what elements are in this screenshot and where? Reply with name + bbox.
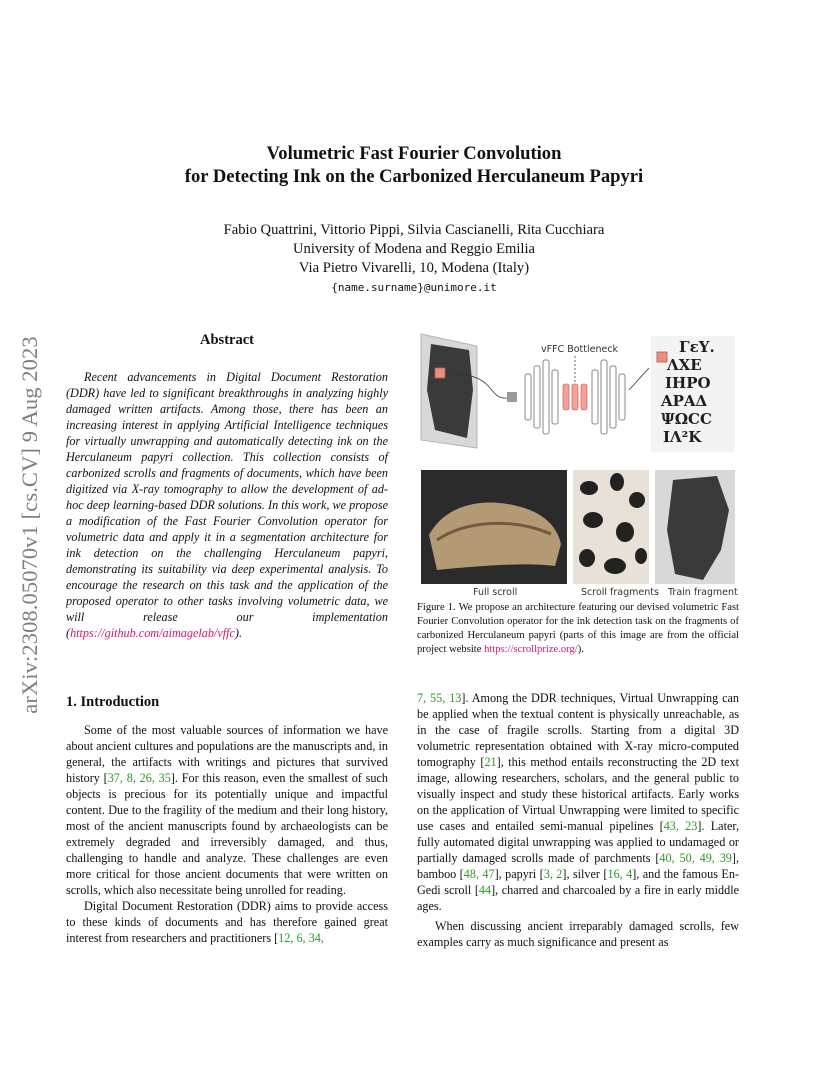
citation[interactable]: 12, 6, 34, — [278, 931, 324, 945]
svg-text:ΓεΥ.: ΓεΥ. — [679, 338, 715, 356]
intro-text: Digital Document Restoration (DDR) aims to provide access to these kinds of documents and has therefore gained great interest from researchers and practitioners [ — [66, 899, 388, 945]
arrow-2 — [629, 368, 649, 390]
dec-layer-4 — [619, 374, 625, 420]
citation[interactable]: 21 — [484, 755, 497, 769]
citation[interactable]: 48, 47 — [463, 867, 495, 881]
title-line-2: for Detecting Ink on the Carbonized Herculaneum Papyri — [184, 166, 644, 187]
dec-layer-1 — [592, 370, 598, 424]
intro-paragraph-1 — [66, 722, 388, 898]
intro-text: ], charred and charcoaled by a fire in early middle ages. — [417, 883, 739, 913]
author-email: {name.surname}@unimore.it — [331, 281, 497, 294]
enc-layer-1 — [525, 374, 531, 420]
author-block — [0, 221, 828, 278]
vffc-block-1 — [563, 384, 569, 410]
label-full-scroll: Full scroll — [473, 587, 518, 598]
svg-text:ΙΛ²Κ: ΙΛ²Κ — [663, 428, 702, 446]
citation[interactable]: 40, 50, 49, 39 — [659, 851, 732, 865]
paper-title — [0, 142, 828, 188]
intro-text: ], bamboo [ — [417, 851, 740, 881]
enc-layer-3 — [543, 360, 549, 434]
label-train-fragment: Train fragment — [668, 587, 738, 598]
abstract-heading: Abstract — [200, 332, 254, 348]
citation[interactable]: 43, 23 — [663, 819, 698, 833]
author-names: Fabio Quattrini, Vittorio Pippi, Silvia Cascianelli, Rita Cucchiara — [223, 222, 605, 238]
abstract-body: Recent advancements in Digital Document Restoration (DDR) have led to significant breakthroughs in analyzing highly damaged written artifacts. Among those, there has been an increasing interest in applying Artificial Intelligence techniques for virtually unwrapping and automatically detecting ink on the Herculaneum papyri collection. This collection consists of carbonized scrolls and fragments of documents, which have been digitized via X-ray tomography to allow the development of ad-hoc deep learning-based DDR solutions. In this work, we propose a modification of the Fast Fourier Convolution operator for volumetric data and apply it in a segmentation architecture for ink detection on the challenging Herculaneum papyri, demonstrating its suitability via deep experimental analysis. To encourage the research on this task and the application of the proposed operator to other tasks involving volumetric data, we will release our implementation ( — [66, 370, 388, 640]
intro-paragraph-2 — [66, 898, 388, 946]
intro-text: ]. Among the DDR techniques, Virtual Unwrapping can be applied when the textual content is physically unreachable, as in the case of fragile scrolls. Starting from a digital 3D volumetric representation obtained with X-ray micro-computed tomography [ — [417, 691, 740, 769]
vffc-block-3 — [581, 384, 587, 410]
scrollprize-link[interactable]: https://scrollprize.org/ — [484, 644, 578, 655]
intro-paragraph-3: When discussing ancient irreparably damaged scrolls, few examples carry as much significance and present as — [417, 919, 739, 949]
output-marker — [657, 352, 667, 362]
bottleneck-label: vFFC Bottleneck — [541, 344, 619, 355]
svg-text:ΑΡΑΔ: ΑΡΑΔ — [661, 392, 708, 410]
input-cube — [507, 392, 517, 402]
citation[interactable]: 37, 8, 26, 35 — [107, 771, 171, 785]
title-line-1: Volumetric Fast Fourier Convolution — [266, 143, 562, 164]
caption-end: ). — [577, 644, 584, 655]
abstract-text — [66, 369, 388, 641]
crop-marker — [435, 368, 445, 378]
intro-text: Some of the most valuable sources of information we have about ancient cultures and populations are the manuscripts and, in general, the artifacts with writings and pictures that survived history [ — [66, 723, 388, 785]
caption-body: Figure 1. We propose an architecture featuring our devised volumetric Fast Fourier Convolution operator for the ink detection task on the fragments of carbonized Herculaneum papyri (parts of this image are from the official project website — [417, 602, 739, 655]
enc-layer-4 — [552, 370, 558, 424]
arxiv-stamp — [6, 285, 54, 765]
citation[interactable]: 3, 2 — [543, 867, 563, 881]
intro-paragraph-2-cont — [417, 690, 739, 914]
address: Via Pietro Vivarelli, 10, Modena (Italy) — [298, 260, 530, 276]
affiliation: University of Modena and Reggio Emilia — [293, 241, 535, 257]
arxiv-id: arXiv:2308.05070v1 [cs.CV] 9 Aug 2023 — [17, 336, 42, 714]
intro-left-column — [66, 722, 388, 946]
figure-1 — [417, 330, 739, 600]
dec-layer-3 — [610, 366, 616, 428]
code-link[interactable]: https://github.com/aimagelab/vffc — [70, 626, 235, 640]
vffc-block-2 — [572, 384, 578, 410]
intro-text: ], and the famous En-Gedi scroll [ — [417, 867, 739, 897]
figure-1-caption — [417, 601, 739, 657]
intro-text: ]. For this reason, even the smallest of such objects is precious for its potentially unique and impactful content. Due to the fragility of the medium and their long history, most of the ancient manuscripts found by archaeologists can be extremely degraded and irreversibly damaged, and thus, challenging to handle and analyze. These challenges are even more critical for those ancient documents that were written on scrolls, which also necessitate being unrolled for reading. — [66, 771, 388, 897]
svg-text:ΙΗΡΟ: ΙΗΡΟ — [665, 374, 711, 392]
figure-1-graphic — [417, 330, 739, 600]
citation[interactable]: 16, 4 — [607, 867, 633, 881]
abstract-end: ). — [234, 626, 243, 640]
intro-text: ]. Later, fully automated digital unwrapping was applied to undamaged or partially damaged scrolls made of parchments [ — [417, 819, 740, 865]
citation[interactable]: 7, 55, 13 — [417, 691, 462, 705]
intro-text: ], silver [ — [562, 867, 608, 881]
citation[interactable]: 44 — [478, 883, 492, 897]
intro-text: ], this method entails reconstructing the 2D text image, allowing researchers, scholars, and the general public to visually inspect and study these historical artifacts. Early works on the application of Virtual Unwrapping were limited to specific use cases and entailed semi-manual pipelines [ — [417, 755, 739, 833]
enc-layer-2 — [534, 366, 540, 428]
svg-text:ΨΩCC: ΨΩCC — [661, 410, 712, 428]
scan-fragment — [427, 344, 473, 438]
svg-text:ΛΧΕ: ΛΧΕ — [667, 356, 702, 374]
intro-right-column — [417, 690, 739, 950]
intro-heading: 1. Introduction — [66, 694, 160, 710]
label-scroll-fragments: Scroll fragments — [581, 587, 659, 598]
dec-layer-2 — [601, 360, 607, 434]
intro-text: ], papyri [ — [494, 867, 544, 881]
